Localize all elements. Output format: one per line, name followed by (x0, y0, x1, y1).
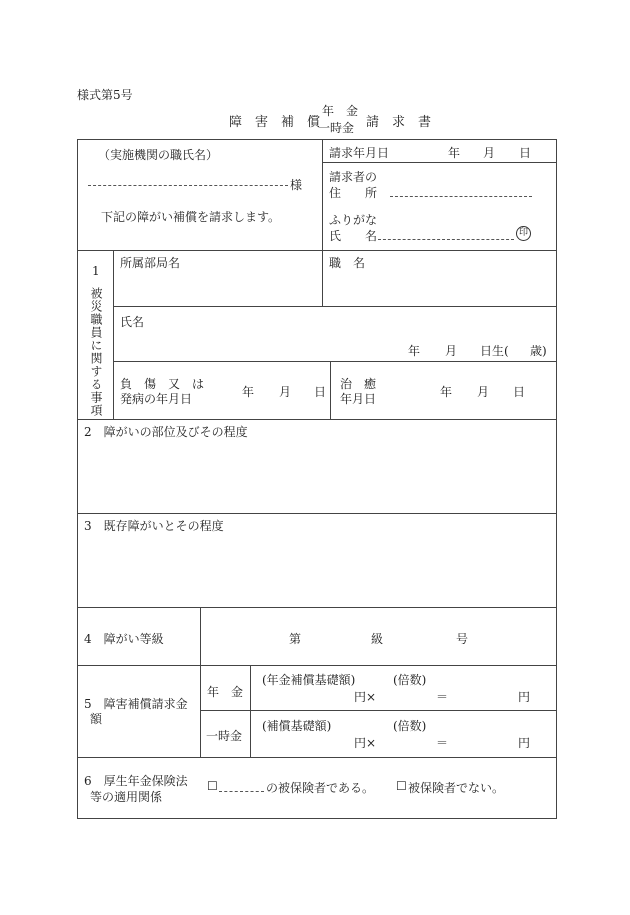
injury-month[interactable]: 月 (279, 385, 292, 399)
position-label: 職 名 (329, 256, 366, 270)
insured-text: の被保険者である。 (266, 781, 375, 795)
agency-name-field[interactable] (88, 185, 288, 186)
section2-label: 2 障がいの部位及びその程度 (84, 425, 248, 439)
cure-year[interactable]: 年 (440, 385, 453, 399)
pension-multiplier-label: (倍数) (393, 673, 427, 687)
section1-number: 1 (92, 264, 100, 278)
insured-checkbox[interactable]: ☐ (207, 779, 218, 793)
table-border-left (77, 139, 78, 819)
injury-date-label-2: 発病の年月日 (120, 392, 193, 406)
cure-month[interactable]: 月 (477, 385, 490, 399)
table-border-top (77, 139, 557, 140)
cure-day[interactable]: 日 (513, 385, 526, 399)
employee-name-label: 氏名 (120, 315, 145, 329)
birth-month[interactable]: 月 (445, 344, 458, 358)
not-insured-checkbox[interactable]: ☐ (396, 779, 407, 793)
lump-base-label: (補償基礎額) (262, 719, 332, 733)
birth-day[interactable]: 日生( (480, 344, 509, 358)
section3-label: 3 既存障がいとその程度 (84, 519, 224, 533)
age[interactable]: 歳) (530, 344, 547, 358)
grade-dai: 第 (289, 632, 302, 646)
cure-date-label-1: 治 癒 (340, 377, 377, 391)
request-text: 下記の障がい補償を請求します。 (101, 210, 281, 224)
lump-multiplier-label: (倍数) (393, 719, 427, 733)
claimant-name-field[interactable] (378, 239, 514, 240)
honorific: 様 (290, 178, 303, 192)
section6-label-2: 等の適用関係 (90, 790, 163, 804)
address-field[interactable] (390, 196, 532, 197)
section6-label-1: 6 厚生年金保険法 (84, 774, 188, 788)
pension-yen-times[interactable]: 円× (354, 690, 377, 704)
section4-label: 4 障がい等級 (84, 632, 164, 646)
address-label: 住 所 (329, 186, 378, 200)
lump-sum-label: 一時金 (206, 729, 243, 743)
title-option-lump-sum[interactable]: 一時金 (318, 121, 355, 135)
form-title-prefix: 障 害 補 償 (229, 115, 321, 130)
title-option-pension[interactable]: 年 金 (322, 104, 359, 118)
furigana-label: ふりがな (329, 213, 378, 227)
section1-title: 被災職員に関する事項 (89, 287, 103, 417)
claimant-label: 請求者の (329, 170, 378, 184)
lump-equals: ＝ (436, 736, 449, 750)
birth-year[interactable]: 年 (408, 344, 421, 358)
table-border-bottom (77, 818, 557, 819)
insurance-law-field[interactable] (219, 791, 264, 792)
name-label: 氏 名 (329, 229, 378, 243)
pension-label: 年 金 (207, 685, 244, 699)
seal-icon: 印 (516, 226, 531, 241)
request-date-year[interactable]: 年 (448, 146, 461, 160)
injury-day[interactable]: 日 (314, 385, 327, 399)
lump-yen[interactable]: 円 (518, 736, 531, 750)
request-date-day[interactable]: 日 (519, 146, 532, 160)
section5-label-2: 額 (90, 712, 103, 726)
not-insured-text: 被保険者でない。 (408, 781, 505, 795)
section5-label-1: 5 障害補償請求金 (84, 697, 188, 711)
form-number: 様式第5号 (77, 88, 133, 102)
grade-go: 号 (456, 632, 469, 646)
lump-yen-times[interactable]: 円× (354, 736, 377, 750)
grade-kyu: 級 (371, 632, 384, 646)
injury-date-label-1: 負 傷 又 は (120, 377, 205, 391)
table-border-right (556, 139, 557, 819)
request-date-label: 請求年月日 (329, 146, 390, 160)
injury-year[interactable]: 年 (242, 385, 255, 399)
form-title-suffix: 請 求 書 (366, 115, 432, 130)
cure-date-label-2: 年月日 (340, 392, 377, 406)
dept-label: 所属部局名 (120, 256, 181, 270)
agency-label: （実施機関の職氏名） (98, 148, 219, 162)
pension-base-label: (年金補償基礎額) (262, 673, 356, 687)
request-date-month[interactable]: 月 (483, 146, 496, 160)
pension-equals: ＝ (436, 690, 449, 704)
pension-yen[interactable]: 円 (518, 690, 531, 704)
